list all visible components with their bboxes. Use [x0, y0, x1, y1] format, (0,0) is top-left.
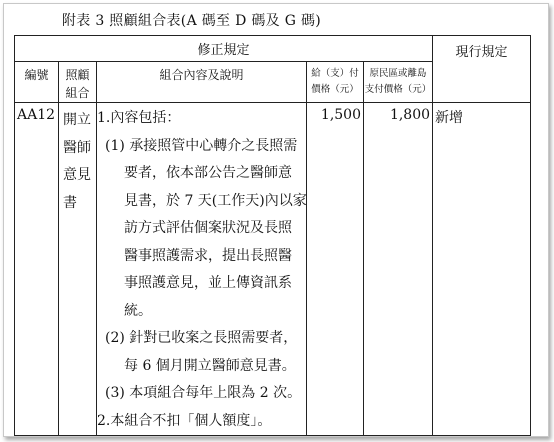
- desc-line: 事照護意見，並上傳資訊系: [124, 275, 292, 291]
- desc-line: (1) 承接照管中心轉介之長照需: [105, 137, 298, 154]
- combo-column-header: [59, 62, 97, 103]
- combo-header-line2: 組合: [65, 86, 90, 100]
- desc-line: (3) 本項組合每年上限為 2 次。: [105, 385, 302, 401]
- row-code: AA12: [15, 103, 59, 436]
- row-combo-name: [59, 103, 97, 436]
- remote-header-line1: 原民區或離島: [369, 68, 427, 79]
- price-header-line1: 給（支）付: [311, 68, 359, 79]
- desc-line: 每 6 個月開立醫師意見書。: [124, 357, 296, 374]
- document-page: [3, 3, 549, 437]
- combo-header-line1: 照顧: [65, 68, 90, 82]
- remote-price-column-header: [364, 62, 433, 103]
- desc-line: 要者，依本部公告之醫師意: [124, 165, 292, 181]
- combo-name-line: 書: [63, 194, 77, 211]
- current-rules-header: 現行規定: [433, 36, 531, 103]
- group-header-row: [15, 36, 531, 62]
- remote-header-line2: 支付價格（元）: [364, 84, 432, 95]
- desc-line: (2) 針對已收案之長照需要者，: [105, 330, 298, 346]
- row-current-rule: 新增: [433, 103, 531, 436]
- price-column-header: [307, 62, 364, 103]
- combo-name-line: 意見: [63, 167, 91, 183]
- content-column-header: 組合內容及說明: [97, 62, 307, 103]
- desc-line: 統。: [124, 302, 152, 319]
- combo-name-line: 開立: [63, 112, 91, 128]
- row-remote-price: 1,800: [364, 103, 433, 436]
- table-row: [15, 103, 531, 436]
- desc-line: 訪方式評估個案狀況及長照: [124, 220, 292, 236]
- row-price: 1,500: [307, 103, 364, 436]
- combo-name-line: 醫師: [63, 139, 91, 156]
- code-column-header: 編號: [15, 62, 59, 103]
- desc-line: 1.內容包括：: [97, 110, 181, 126]
- amended-rules-header: 修正規定: [15, 36, 433, 62]
- desc-line: 醫事照護需求，提出長照醫: [124, 247, 292, 264]
- desc-line: 2.本組合不扣「個人額度」。: [97, 412, 272, 429]
- desc-line: 見書，於 7 天(工作天)內以家: [124, 192, 307, 209]
- table-caption: 附表 3 照顧組合表(A 碼至 D 碼及 G 碼): [62, 13, 321, 29]
- price-header-line2: 價格（元）: [311, 84, 359, 95]
- care-combination-table: [14, 35, 531, 436]
- row-description: [97, 103, 307, 436]
